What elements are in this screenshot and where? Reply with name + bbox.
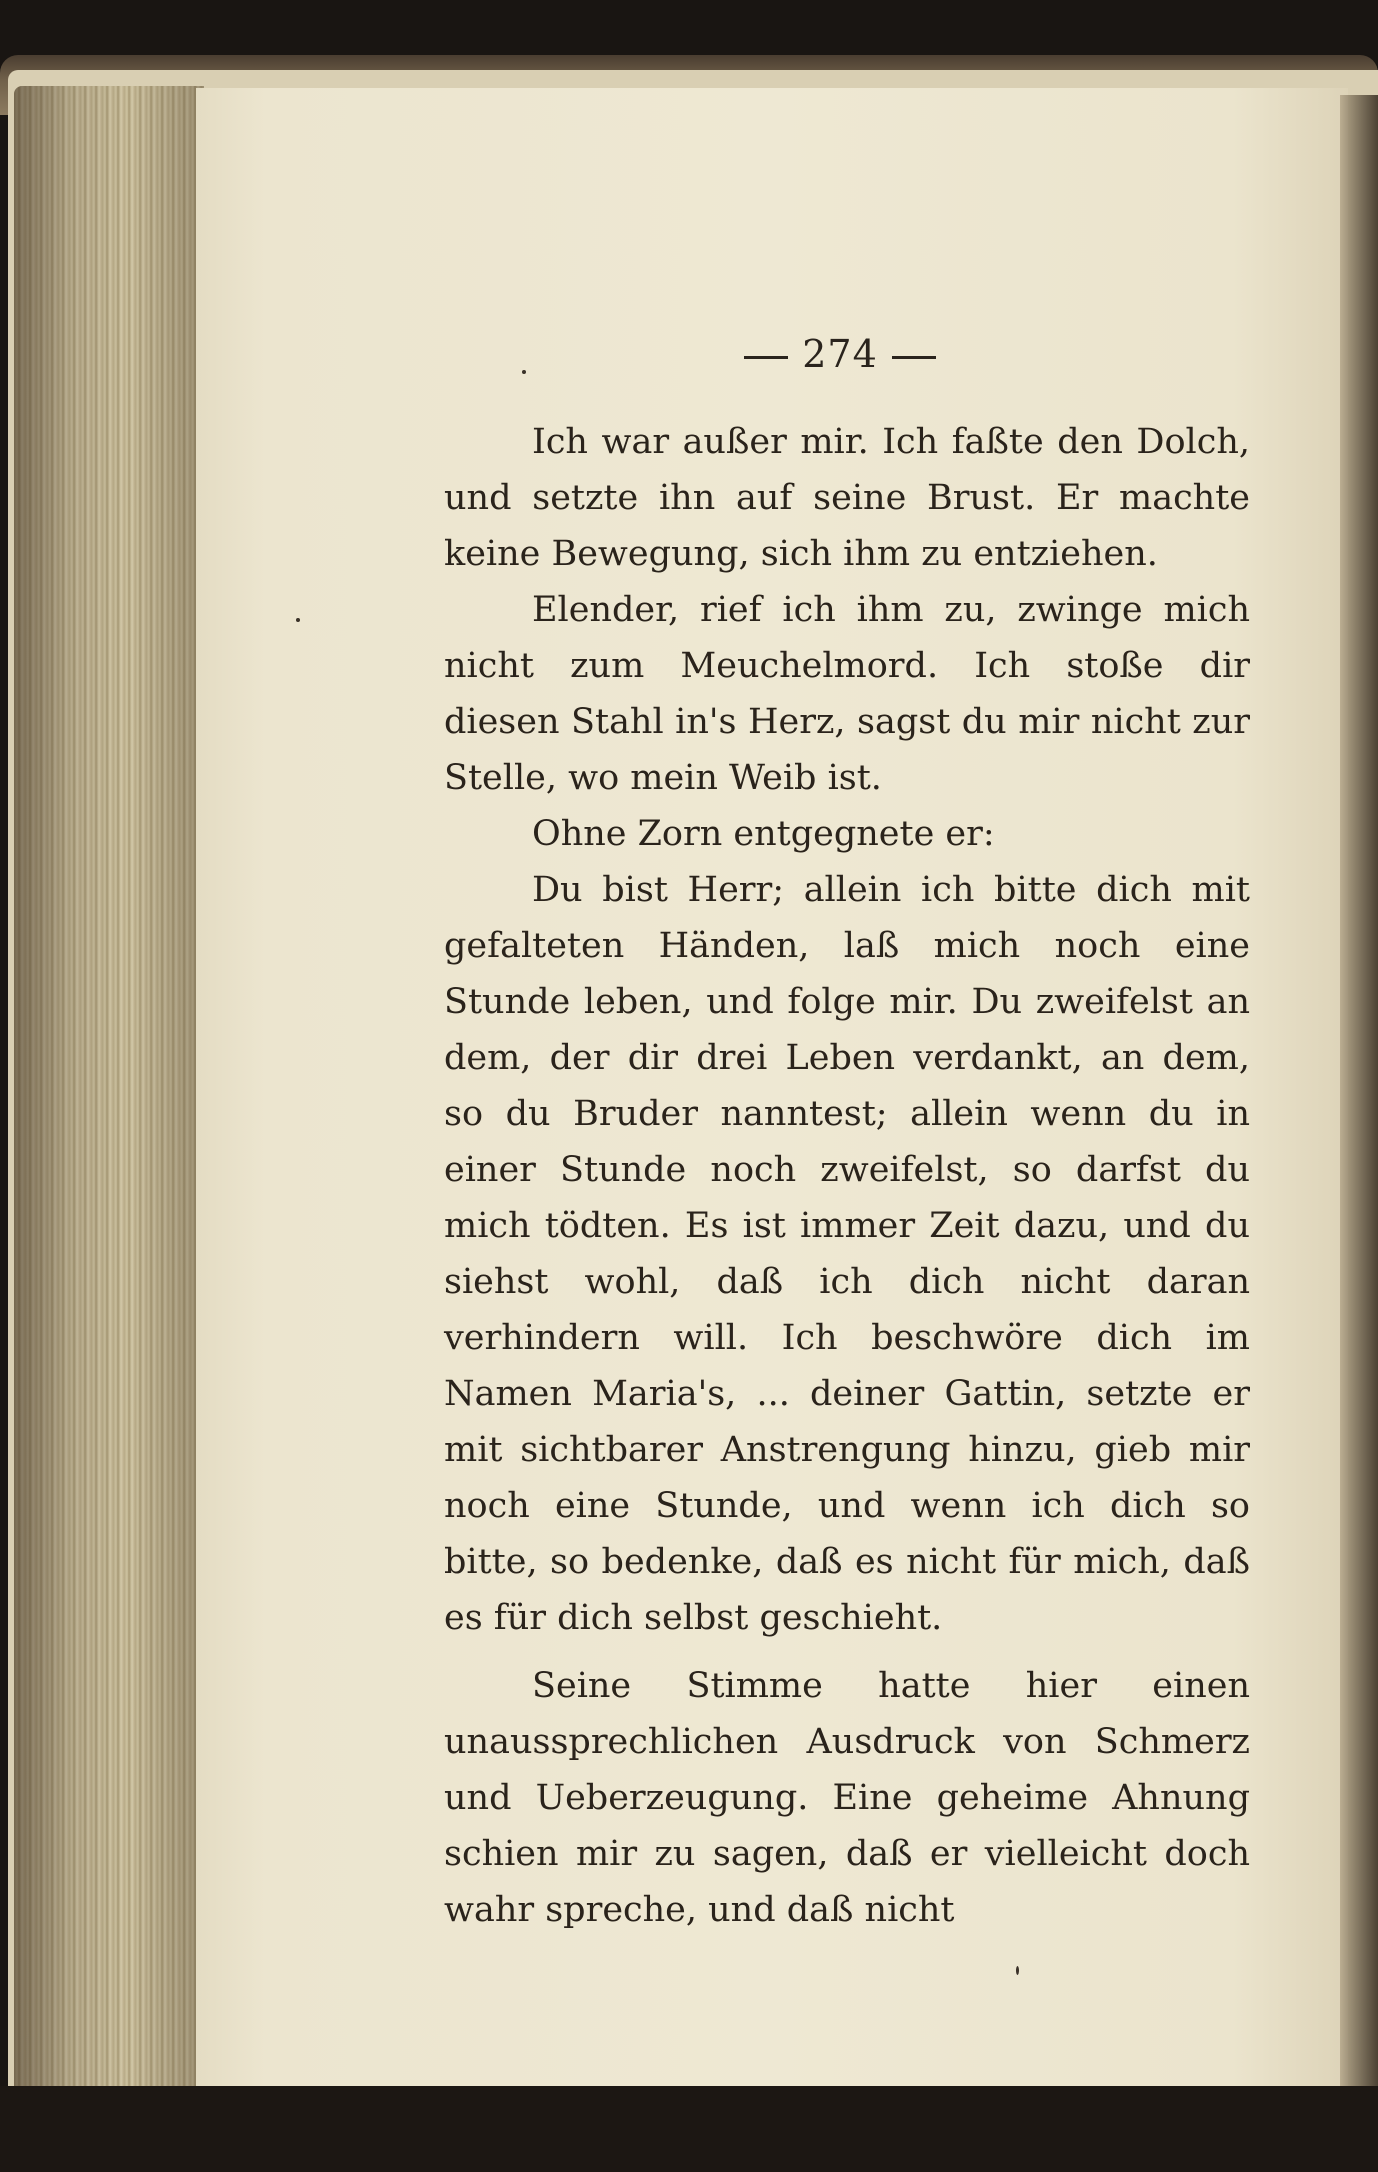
page-number [720, 332, 960, 376]
paragraph-1: Ich war außer mir. Ich faßte den Dolch, und setzte ihn auf seine Brust. Er machte keine Bewegung, sich ihm zu entziehen. [444, 422, 1250, 574]
paragraph-5: Seine Stimme hatte hier einen unaussprechlichen Ausdruck von Schmerz und Ueberzeugung. Eine geheime Ahnung schien mir zu sagen, daß er vielleicht doch wahr spreche, und daß nicht [444, 1666, 1250, 1930]
ink-speck [296, 618, 300, 622]
ink-speck [1016, 1966, 1019, 1975]
bottom-background [0, 2086, 1378, 2172]
paragraph-2: Elender, rief ich ihm zu, zwinge mich nicht zum Meuchelmord. Ich stoße dir diesen Stahl in's Herz, sagst du mir nicht zur Stelle, wo mein Weib ist. [444, 590, 1250, 798]
page-stack-shadow [14, 86, 204, 2096]
paragraph-4: Du bist Herr; allein ich bitte dich mit gefalteten Händen, laß mich noch eine Stunde leben, und folge mir. Du zweifelst an dem, der dir drei Leben verdankt, an dem, so du Bruder nanntest; allein wenn du in einer Stunde noch zweifelst, so darfst du mich tödten. Es ist immer Zeit dazu, und du siehst wohl, daß ich dich nicht daran verhindern will. Ich beschwöre dich im Namen Maria's, ... deiner Gattin, setzte er mit sichtbarer Anstrengung hinzu, gieb mir noch eine Stunde, und wenn ich dich so bitte, so bedenke, daß es nicht für mich, daß es für dich selbst geschieht. [444, 870, 1250, 1638]
ink-speck [522, 370, 526, 374]
dash-left [744, 356, 788, 359]
dash-right [892, 356, 936, 359]
page-number-text: 274 [802, 332, 878, 376]
paragraph-3: Ohne Zorn entgegnete er: [532, 814, 995, 854]
body-text [444, 414, 1250, 1938]
page-right-shadow [1340, 95, 1378, 2095]
